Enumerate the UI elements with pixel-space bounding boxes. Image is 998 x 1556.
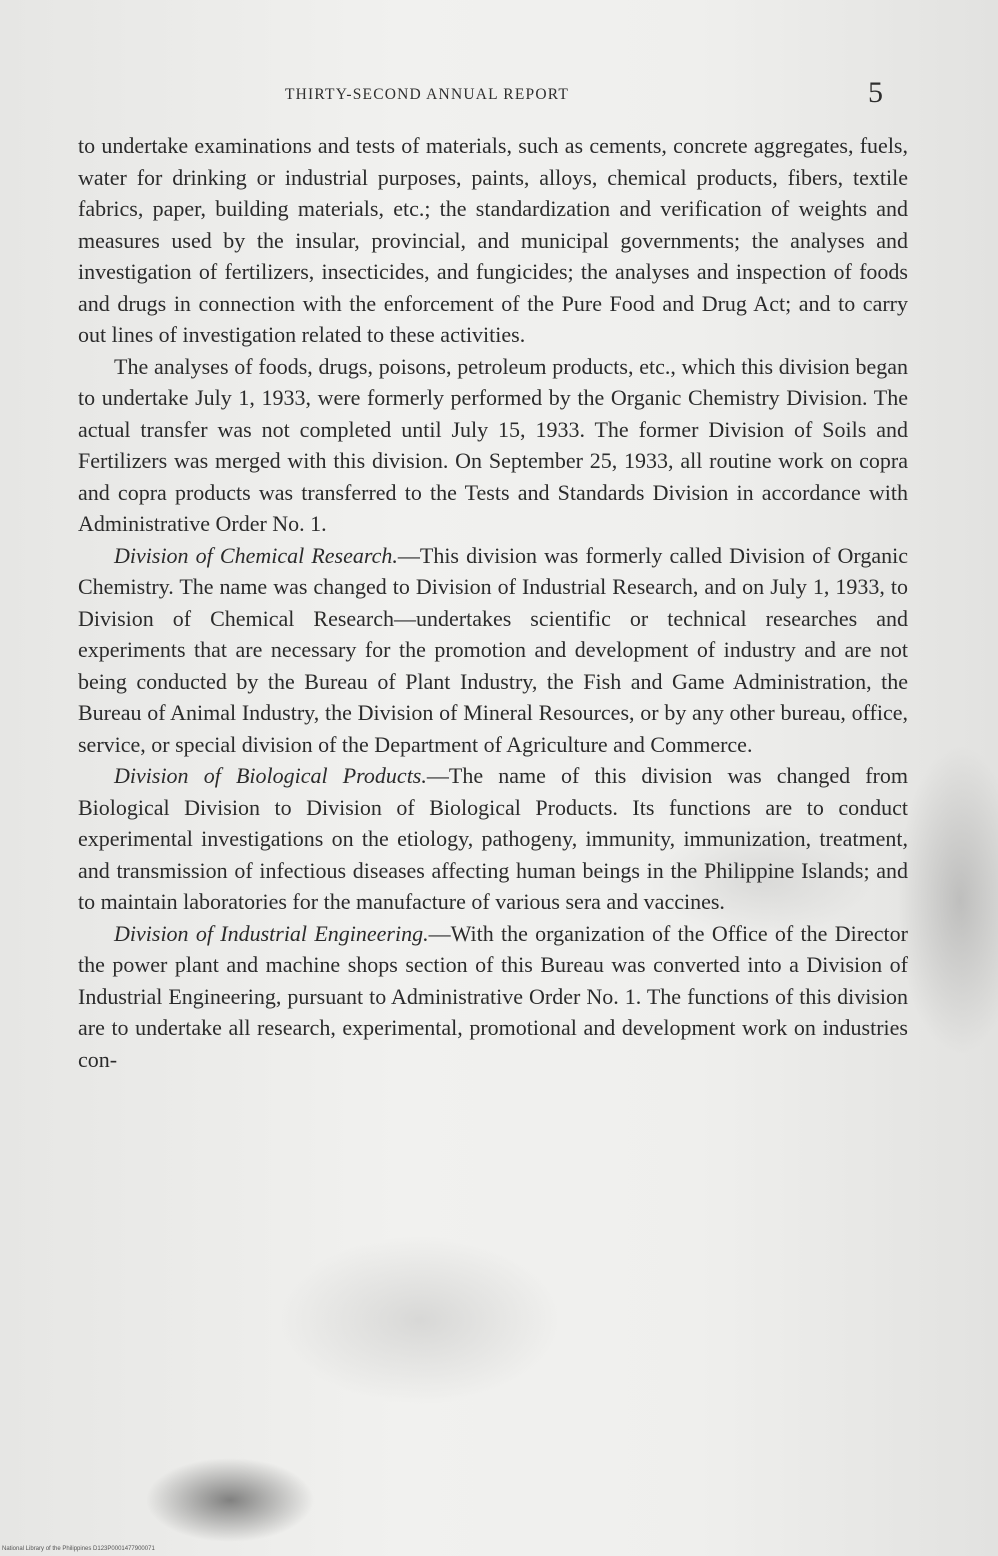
section-heading: Division of Chemical Research. — [114, 542, 398, 568]
scan-source-note: National Library of the Philippines D123P0001477900071 — [2, 1546, 155, 1552]
paragraph-text: —With the organization of the Office of the Director the power plant and machine shops section of this Bureau was converted into a Division of Industrial Engineering, pursuant to Administrative Order No. 1. The functions of this division are to undertake all research, experimental, promotional and development work on industries con- — [78, 920, 908, 1072]
running-head-title: THIRTY-SECOND ANNUAL REPORT — [285, 86, 569, 103]
paragraph-text: The analyses of foods, drugs, poisons, petroleum products, etc., which this division began to undertake July 1, 1933, were formerly performed by the Organic Chemistry Division. The actual transfer was not completed until July 15, 1933. The former Division of Soils and Fertilizers was merged with this division. On September 25, 1933, all routine work on copra and copra products was transferred to the Tests and Standards Division in accordance with Administrative Order No. 1. — [78, 353, 908, 536]
paragraph-industrial-engineering — [78, 918, 908, 1076]
paragraph-text: —The name of this division was changed from Biological Division to Division of Biological Products. Its functions are to conduct experimental investigations on the etiology, pathogeny, immunity, immunization, treatment, and transmission of infectious diseases affecting human beings in the Philippine Islands; and to maintain laboratories for the manufacture of various sera and vaccines. — [78, 763, 908, 914]
paragraph-chemical-research — [78, 540, 908, 761]
section-heading: Division of Biological Products. — [114, 763, 427, 788]
section-heading: Division of Industrial Engineering. — [114, 920, 429, 946]
paragraph-text: —This division was formerly called Division of Organic Chemistry. The name was changed to Division of Industrial Research, and on July 1, 1933, to Division of Chemical Research—undertakes scientific or technical researches and experiments that are necessary for the promotion and development of industry and are not being conducted by the Bureau of Plant Industry, the Fish and Game Administration, the Bureau of Animal Industry, the Division of Mineral Resources, or by any other bureau, office, service, or special division of the Department of Agriculture and Commerce. — [78, 542, 908, 757]
paragraph-materials-testing — [78, 130, 908, 351]
page-number: 5 — [868, 76, 883, 109]
paragraph-analyses-transfer — [78, 351, 908, 540]
paragraph-text: to undertake examinations and tests of materials, such as cements, concrete aggregates, fuels, water for drinking or industrial purposes, paints, alloys, chemical products, fibers, textile fabrics, paper, building materials, etc.; the standardization and verification of weights and measures used by the insular, provincial, and municipal governments; the analyses and investigation of fertilizers, insecticides, and fungicides; the analyses and inspection of foods and drugs in connection with the enforcement of the Pure Food and Drug Act; and to carry out lines of investigation related to these activities. — [78, 133, 908, 347]
running-head — [0, 76, 998, 110]
body-text — [78, 130, 908, 1075]
paragraph-biological-products — [78, 760, 908, 918]
